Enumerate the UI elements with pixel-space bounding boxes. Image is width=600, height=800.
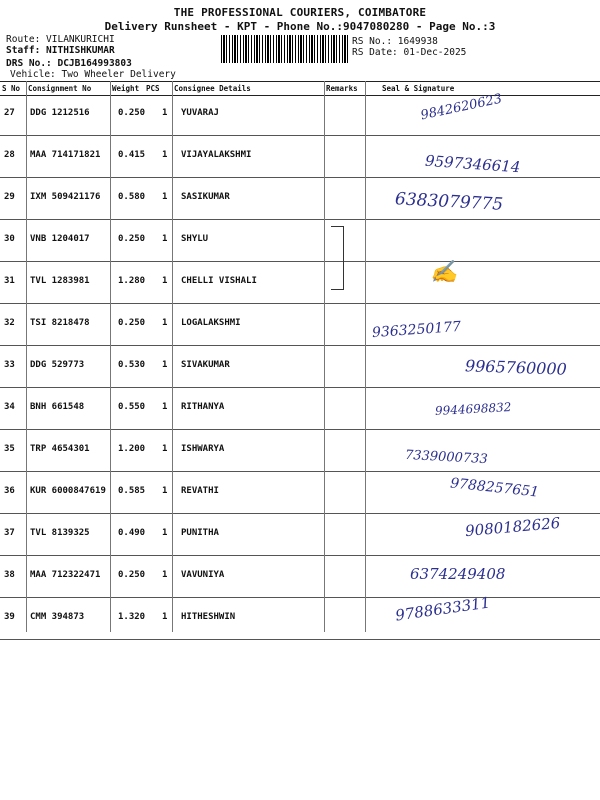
consignee-cell: HITHESHWIN (181, 612, 236, 622)
pcs-cell: 1 (162, 150, 168, 160)
pcs-cell: 1 (162, 528, 168, 538)
column-divider (172, 81, 173, 632)
consignment-cell: MAA 712322471 (30, 570, 101, 580)
table-row (0, 91, 600, 136)
signature-row-29: 6383079775 (394, 189, 504, 215)
weight-cell: 0.585 (118, 486, 146, 496)
drs-number: DRS No.: DCJB164993803 (6, 58, 132, 69)
table-row (0, 178, 600, 220)
consignee-cell: REVATHI (181, 486, 219, 496)
weight-cell: 0.530 (118, 360, 146, 370)
vehicle-label: Vehicle: Two Wheeler Delivery (10, 69, 176, 80)
sno-cell: 30 (4, 234, 15, 244)
sno-cell: 37 (4, 528, 15, 538)
sno-cell: 31 (4, 276, 15, 286)
weight-cell: 0.580 (118, 192, 146, 202)
col-consignee: Consignee Details (174, 84, 251, 93)
rs-number: RS No.: 1649938 (352, 36, 438, 47)
staff-label: Staff: NITHISHKUMAR (6, 45, 115, 56)
consignee-cell: SASIKUMAR (181, 192, 230, 202)
consignment-cell: TRP 4654301 (30, 444, 90, 454)
signature-row-32: 9363250177 (371, 318, 462, 342)
rs-date: RS Date: 01-Dec-2025 (352, 47, 467, 58)
col-pcs: PCS (146, 84, 160, 93)
weight-cell: 0.250 (118, 108, 146, 118)
sno-cell: 34 (4, 402, 15, 412)
table-row (0, 430, 600, 472)
consignment-cell: DDG 1212516 (30, 108, 90, 118)
pcs-cell: 1 (162, 444, 168, 454)
consignment-cell: KUR 6000847619 (30, 486, 106, 496)
column-divider (110, 81, 111, 632)
weight-cell: 0.415 (118, 150, 146, 160)
signature-row-27: 9842620623 (419, 91, 504, 124)
consignee-cell: LOGALAKSHMI (181, 318, 241, 328)
consignment-cell: TVL 8139325 (30, 528, 90, 538)
sno-cell: 35 (4, 444, 15, 454)
runsheet-title: Delivery Runsheet - KPT - Phone No.:9047080280 - Page No.:3 (104, 20, 496, 33)
sno-cell: 32 (4, 318, 15, 328)
consignee-cell: PUNITHA (181, 528, 219, 538)
signature-row-34: 9944698832 (434, 400, 512, 418)
pcs-cell: 1 (162, 570, 168, 580)
weight-cell: 0.250 (118, 234, 146, 244)
consignment-cell: TVL 1283981 (30, 276, 90, 286)
pcs-cell: 1 (162, 402, 168, 412)
consignee-cell: RITHANYA (181, 402, 225, 412)
col-consignment: Consignment No (28, 84, 92, 93)
sno-cell: 28 (4, 150, 15, 160)
pcs-cell: 1 (162, 108, 168, 118)
pcs-cell: 1 (162, 192, 168, 202)
weight-cell: 0.550 (118, 402, 146, 412)
consignee-cell: CHELLI VISHALI (181, 276, 257, 286)
weight-cell: 0.490 (118, 528, 146, 538)
column-divider (324, 81, 325, 632)
col-sno: S No (2, 84, 21, 93)
consignment-cell: BNH 661548 (30, 402, 85, 412)
table-row (0, 262, 600, 304)
weight-cell: 1.320 (118, 612, 146, 622)
pcs-cell: 1 (162, 612, 168, 622)
consignment-cell: CMM 394873 (30, 612, 85, 622)
signature-row-35: 7339000733 (404, 447, 489, 468)
remarks-bracket-mark (331, 226, 344, 290)
table-row (0, 220, 600, 262)
consignee-cell: ISHWARYA (181, 444, 225, 454)
consignee-cell: YUVARAJ (181, 108, 219, 118)
signature-row-38: 6374249408 (410, 565, 506, 583)
weight-cell: 1.200 (118, 444, 146, 454)
col-remarks: Remarks (326, 84, 358, 93)
sno-cell: 39 (4, 612, 15, 622)
sno-cell: 29 (4, 192, 15, 202)
col-weight: Weight (112, 84, 140, 93)
consignment-cell: DDG 529773 (30, 360, 85, 370)
signature-row-39: 9788633311 (394, 593, 492, 625)
consignee-cell: VAVUNIYA (181, 570, 225, 580)
consignee-cell: VIJAYALAKSHMI (181, 150, 252, 160)
signature-row-36: 9788257651 (449, 475, 540, 501)
table-row (0, 598, 600, 640)
sno-cell: 27 (4, 108, 15, 118)
sno-cell: 38 (4, 570, 15, 580)
consignment-cell: MAA 714171821 (30, 150, 101, 160)
sno-cell: 36 (4, 486, 15, 496)
consignment-cell: TSI 8218478 (30, 318, 90, 328)
signature-row-33: 9965760000 (464, 356, 568, 379)
weight-cell: 0.250 (118, 318, 146, 328)
signature-row-28: 9597346614 (424, 151, 521, 177)
pcs-cell: 1 (162, 234, 168, 244)
pcs-cell: 1 (162, 360, 168, 370)
signature-row-31: ✍ (430, 260, 458, 285)
sno-cell: 33 (4, 360, 15, 370)
column-divider (365, 81, 366, 632)
weight-cell: 0.250 (118, 570, 146, 580)
col-seal: Seal & Signature (382, 84, 455, 93)
consignment-cell: IXM 509421176 (30, 192, 101, 202)
pcs-cell: 1 (162, 318, 168, 328)
table-row (0, 304, 600, 346)
pcs-cell: 1 (162, 486, 168, 496)
consignee-cell: SIVAKUMAR (181, 360, 230, 370)
signature-row-37: 9080182626 (464, 513, 562, 541)
weight-cell: 1.280 (118, 276, 146, 286)
table-row (0, 556, 600, 598)
company-title: THE PROFESSIONAL COURIERS, COIMBATORE (173, 6, 427, 19)
barcode-image (221, 35, 348, 63)
pcs-cell: 1 (162, 276, 168, 286)
column-divider (26, 81, 27, 632)
consignee-cell: SHYLU (181, 234, 209, 244)
route-label: Route: VILANKURICHI (6, 34, 115, 45)
consignment-cell: VNB 1204017 (30, 234, 90, 244)
